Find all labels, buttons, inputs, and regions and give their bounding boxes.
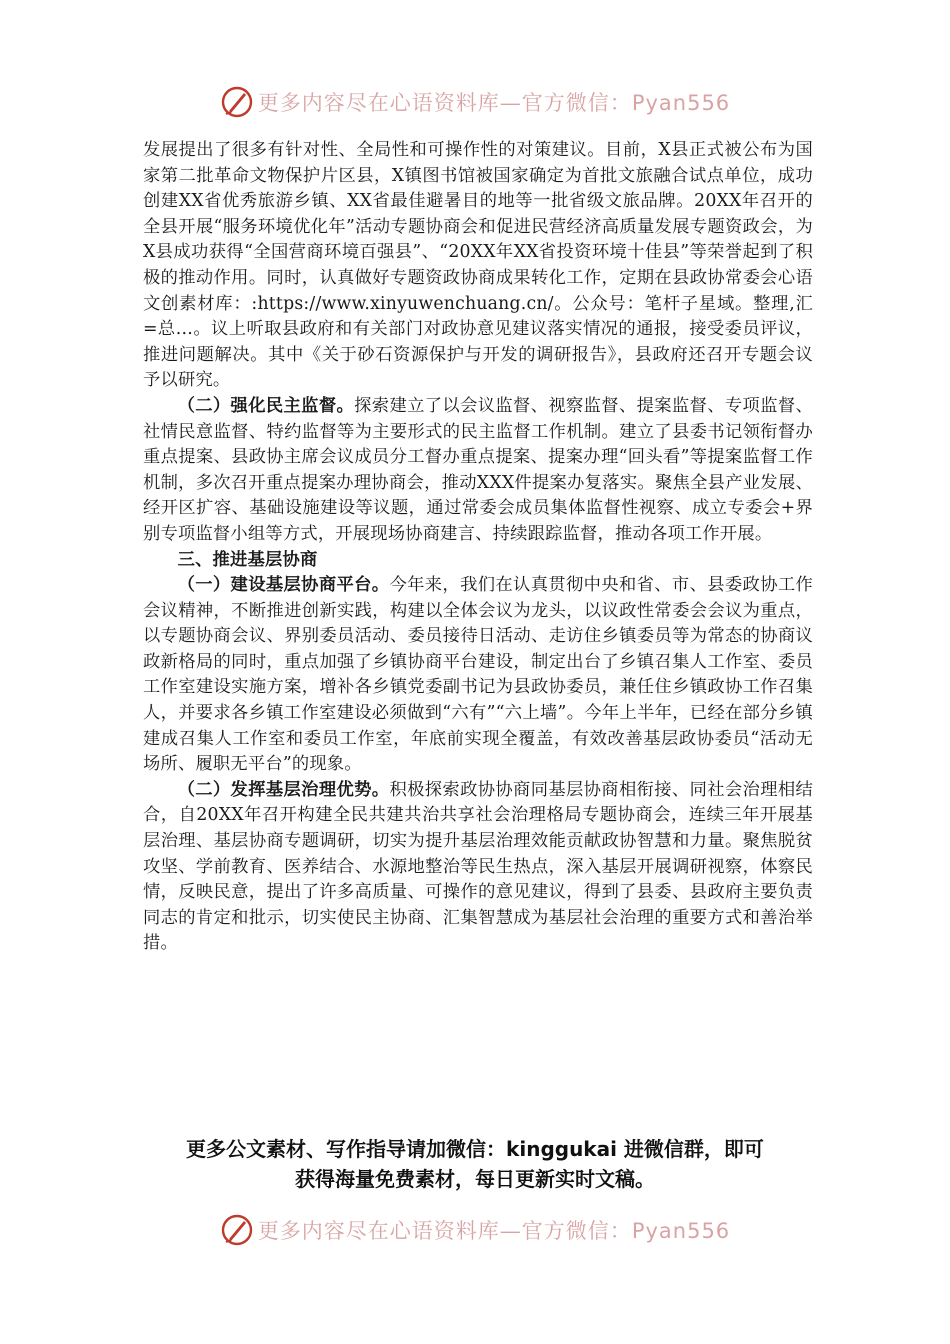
quill-logo-icon xyxy=(220,1213,254,1247)
header-banner xyxy=(0,84,950,120)
paragraph-4: （二）发挥基层治理优势。积极探索政协协商同基层协商相衔接、同社会治理相结合，自20XX年召开构建全民共建共治共享社会治理格局专题协商会，连续三年开展基层治理、基层协商专题调研，切实为提升基层治理效能贡献政协智慧和力量。聚焦脱贫攻坚、学前教育、医养结合、水源地整治等民生热点，深入基层开展调研视察，体察民情，反映民意，提出了许多高质量、可操作的意见建议，得到了县委、县政府主要负责同志的肯定和批示，切实使民主协商、汇集智慧成为基层社会治理的重要方式和善治举措。 xyxy=(143,779,813,954)
footer-banner-text: 更多内容尽在心语资料库—官方微信：Pyan556 xyxy=(257,1219,731,1243)
document-body xyxy=(143,138,813,957)
promo-line-2: 获得海量免费素材，每日更新实时文稿。 xyxy=(295,1167,655,1191)
footer-banner xyxy=(0,1212,950,1248)
paragraph-3-heading: （一）建设基层协商平台。 xyxy=(177,575,390,596)
footer-wechat-account: Pyan556 xyxy=(631,1219,731,1243)
promo-notice xyxy=(150,1134,800,1194)
header-wechat-account: Pyan556 xyxy=(631,91,731,115)
quill-logo-icon xyxy=(220,85,254,119)
promo-line-1: 更多公文素材、写作指导请加微信：kinggukai 进微信群，即可 xyxy=(186,1137,764,1161)
paragraph-2-heading: （二）强化民主监督。 xyxy=(177,395,355,416)
paragraph-4-heading: （二）发挥基层治理优势。 xyxy=(177,779,390,800)
section-3-heading: 三、推进基层协商 xyxy=(177,549,318,570)
paragraph-3: （一）建设基层协商平台。今年来，我们在认真贯彻中央和省、市、县委政协工作会议精神，不断推进创新实践，构建以全体会议为龙头，以议政性常委会会议为重点，以专题协商会议、界别委员活动、委员接待日活动、走访住乡镇委员等为常态的协商议政新格局的同时，重点加强了乡镇协商平台建设，制定出台了乡镇召集人工作室、委员工作室建设实施方案，增补各乡镇党委副书记为县政协委员，兼任住乡镇政协工作召集人，并要求各乡镇工作室建设必须做到“六有”“六上墙”。今年上半年，已经在部分乡镇建成召集人工作室和委员工作室，年底前实现全覆盖，有效改善基层政协委员“活动无场所、履职无平台”的现象。 xyxy=(143,575,813,775)
header-banner-text: 更多内容尽在心语资料库—官方微信：Pyan556 xyxy=(257,91,731,115)
paragraph-2: （二）强化民主监督。探索建立了以会议监督、视察监督、提案监督、专项监督、社情民意监督、特约监督等为主要形式的民主监督工作机制。建立了县委书记领衔督办重点提案、县政协主席会议成员分工督办重点提案、提案办理“回头看”等提案监督工作机制，多次召开重点提案办理协商会，推动XXX件提案办复落实。聚焦全县产业发展、经开区扩容、基础设施建设等议题，通过常委会成员集体监督性视察、成立专委会+界别专项监督小组等方式，开展现场协商建言、持续跟踪监督，推动各项工作开展。 xyxy=(143,395,813,544)
paragraph-1: 发展提出了很多有针对性、全局性和可操作性的对策建议。目前，X县正式被公布为国家第二批革命文物保护片区县，X镇图书馆被国家确定为首批文旅融合试点单位，成功创建XX省优秀旅游乡镇、XX省最佳避暑目的地等一批省级文旅品牌。20XX年召开的全县开展“服务环境优化年”活动专题协商会和促进民营经济高质量发展专题资政会，为X县成功获得“全国营商环境百强县”、“20XX年XX省投资环境十佳县”等荣誉起到了积极的推动作用。同时，认真做好专题资政协商成果转化工作，定期在县政协常委会心语文创素材库：:https://www.xinyuwenchuang.cn/。公众号：笔杆子星域。整理,汇=总…。议上听取县政府和有关部门对政协意见建议落实情况的通报，接受委员评议，推进问题解决。其中《关于砂石资源保护与开发的调研报告》，县政府还召开专题会议予以研究。 xyxy=(143,140,813,391)
